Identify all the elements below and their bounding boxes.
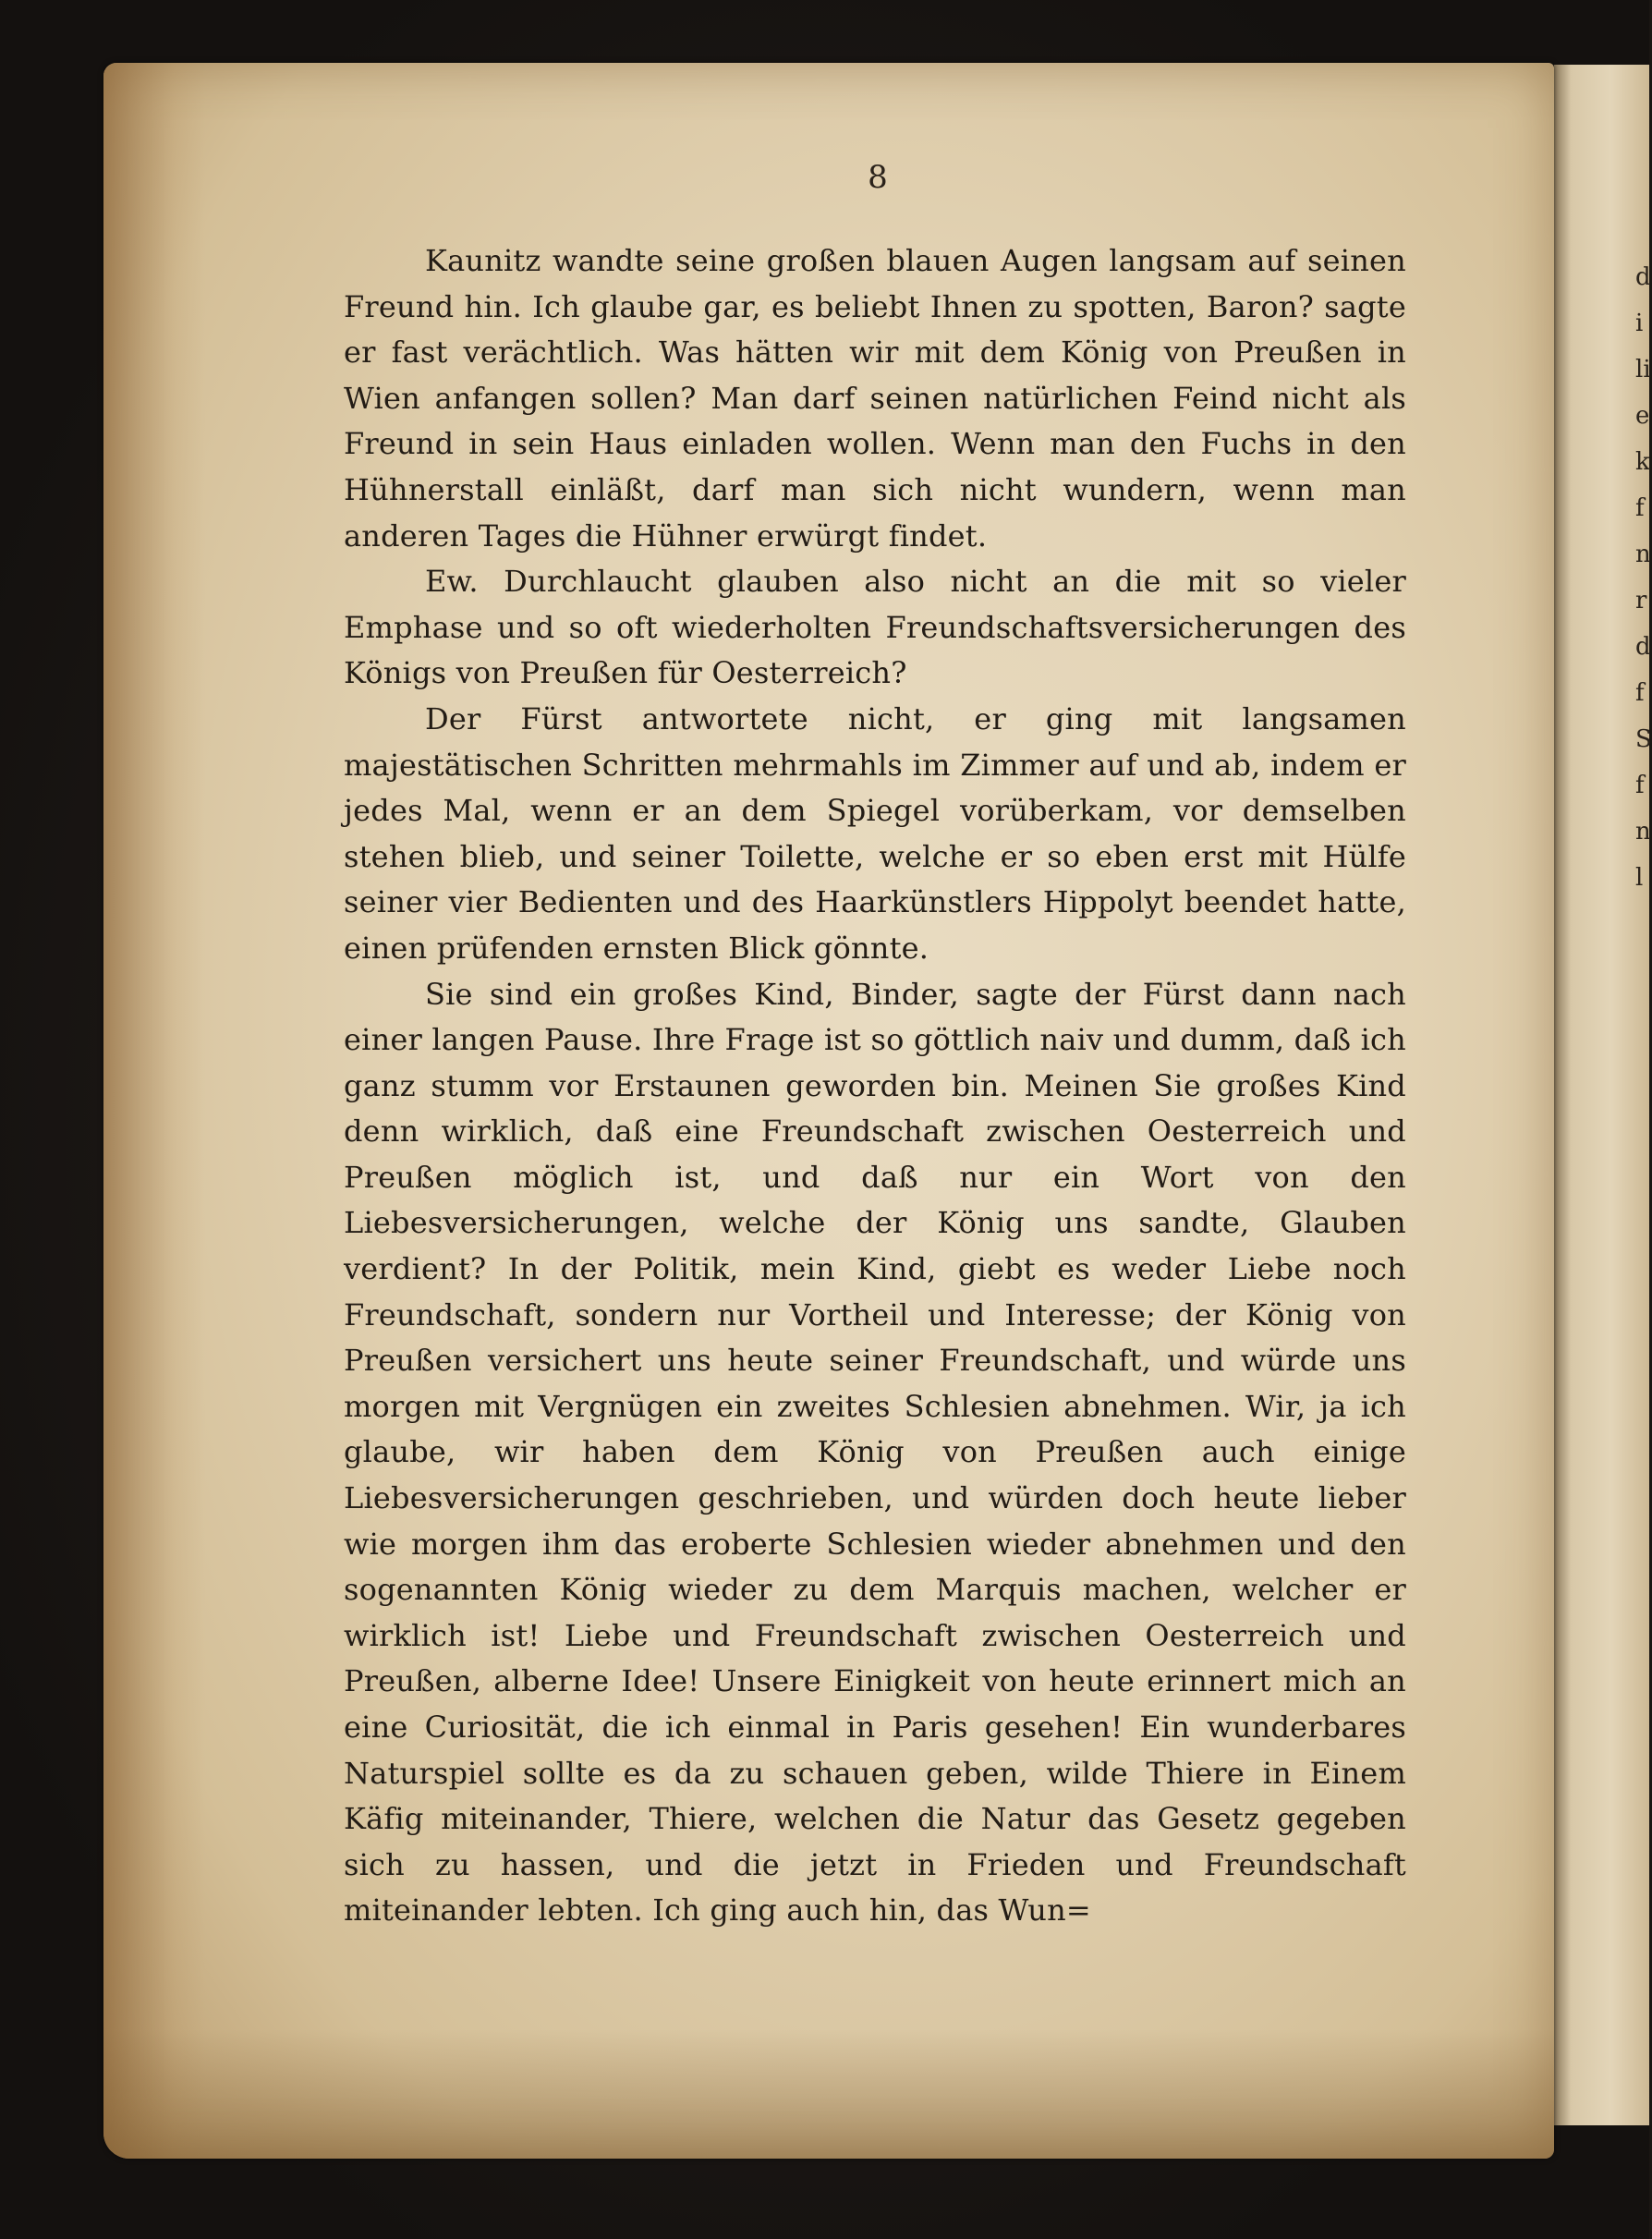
facing-letter: d: [1635, 633, 1651, 661]
facing-letter: l: [1635, 864, 1644, 892]
facing-letter: e: [1635, 402, 1650, 430]
page-stain-left: [103, 63, 205, 2159]
facing-letter: f: [1635, 679, 1645, 707]
facing-page-letters: [1635, 254, 1652, 901]
facing-letter: r: [1635, 587, 1647, 615]
facing-letter: d: [1635, 263, 1651, 291]
facing-letter: li: [1635, 356, 1651, 383]
facing-letter: n: [1635, 818, 1651, 846]
facing-letter: i: [1635, 310, 1644, 337]
body-text: [344, 238, 1406, 1934]
paragraph: Der Fürst antwortete nicht, er ging mit langsamen majestätischen Schritten mehrmahls im Zimmer auf und ab, indem er jedes Mal, wenn er an dem Spiegel vorüberkam, vor demselben stehen blieb, und seiner Toilette, welche er so eben erst mit Hülfe seiner vier Bedienten und des Haarkünstlers Hippolyt beendet hatte, einen prüfenden ernsten Blick gönnte.: [344, 700, 1406, 966]
facing-letter: k: [1635, 448, 1650, 476]
facing-letter: f: [1635, 494, 1645, 522]
paragraph: Ew. Durchlaucht glauben also nicht an die mit so vieler Emphase und so oft wiederholten Freundschaftsversicherungen des Königs von Preußen für Oesterreich?: [344, 564, 1406, 691]
facing-letter: S: [1635, 725, 1652, 753]
paragraph: Sie sind ein großes Kind, Binder, sagte der Fürst dann nach einer langen Pause. Ihre Frage ist so göttlich naiv und dumm, daß ich ganz stumm vor Erstaunen geworden bin. Meinen Sie großes Kind denn wirklich, daß eine Freundschaft zwischen Oesterreich und Preußen möglich ist, und daß nur ein Wort von den Liebesversicherungen, welche der König uns sandte, Glauben verdient? In der Politik, mein Kind, giebt es weder Liebe noch Freundschaft, sondern nur Vortheil und Interesse; der König von Preußen versichert uns heute seiner Freundschaft, und würde uns morgen mit Vergnügen ein zweites Schlesien abnehmen. Wir, ja ich glaube, wir haben dem König von Preußen auch einige Liebesversicherungen geschrieben, und würden doch heute lieber wie morgen ihm das eroberte Schlesien wieder abnehmen und den sogenannten König wieder zu dem Marquis machen, welcher er wirklich ist! Liebe und Freundschaft zwischen Oesterreich und Preußen, alberne Idee! Unsere Einigkeit von heute erinnert mich an eine Curiosität, die ich einmal in Paris gesehen! Ein wunderbares Naturspiel sollte es da zu schauen geben, wilde Thiere in Einem Käfig miteinander, Thiere, welchen die Natur das Gesetz gegeben sich zu hassen, und die jetzt in Frieden und Freundschaft miteinander lebten. Ich ging auch hin, das Wun=: [344, 976, 1406, 1929]
paragraph: Kaunitz wandte seine großen blauen Augen langsam auf seinen Freund hin. Ich glaube gar, es beliebt Ihnen zu spotten, Baron? sagte er fast verächtlich. Was hätten wir mit dem König von Preußen in Wien anfangen sollen? Man darf seinen natürlichen Feind nicht als Freund in sein Haus einladen wollen. Wenn man den Fuchs in den Hühnerstall einläßt, darf man sich nicht wundern, wenn man anderen Tages die Hühner erwürgt findet.: [344, 243, 1406, 554]
facing-letter: n: [1635, 541, 1651, 568]
page-number: 8: [868, 159, 888, 196]
page-stain-bottom: [103, 2029, 1554, 2159]
facing-letter: f: [1635, 772, 1645, 799]
